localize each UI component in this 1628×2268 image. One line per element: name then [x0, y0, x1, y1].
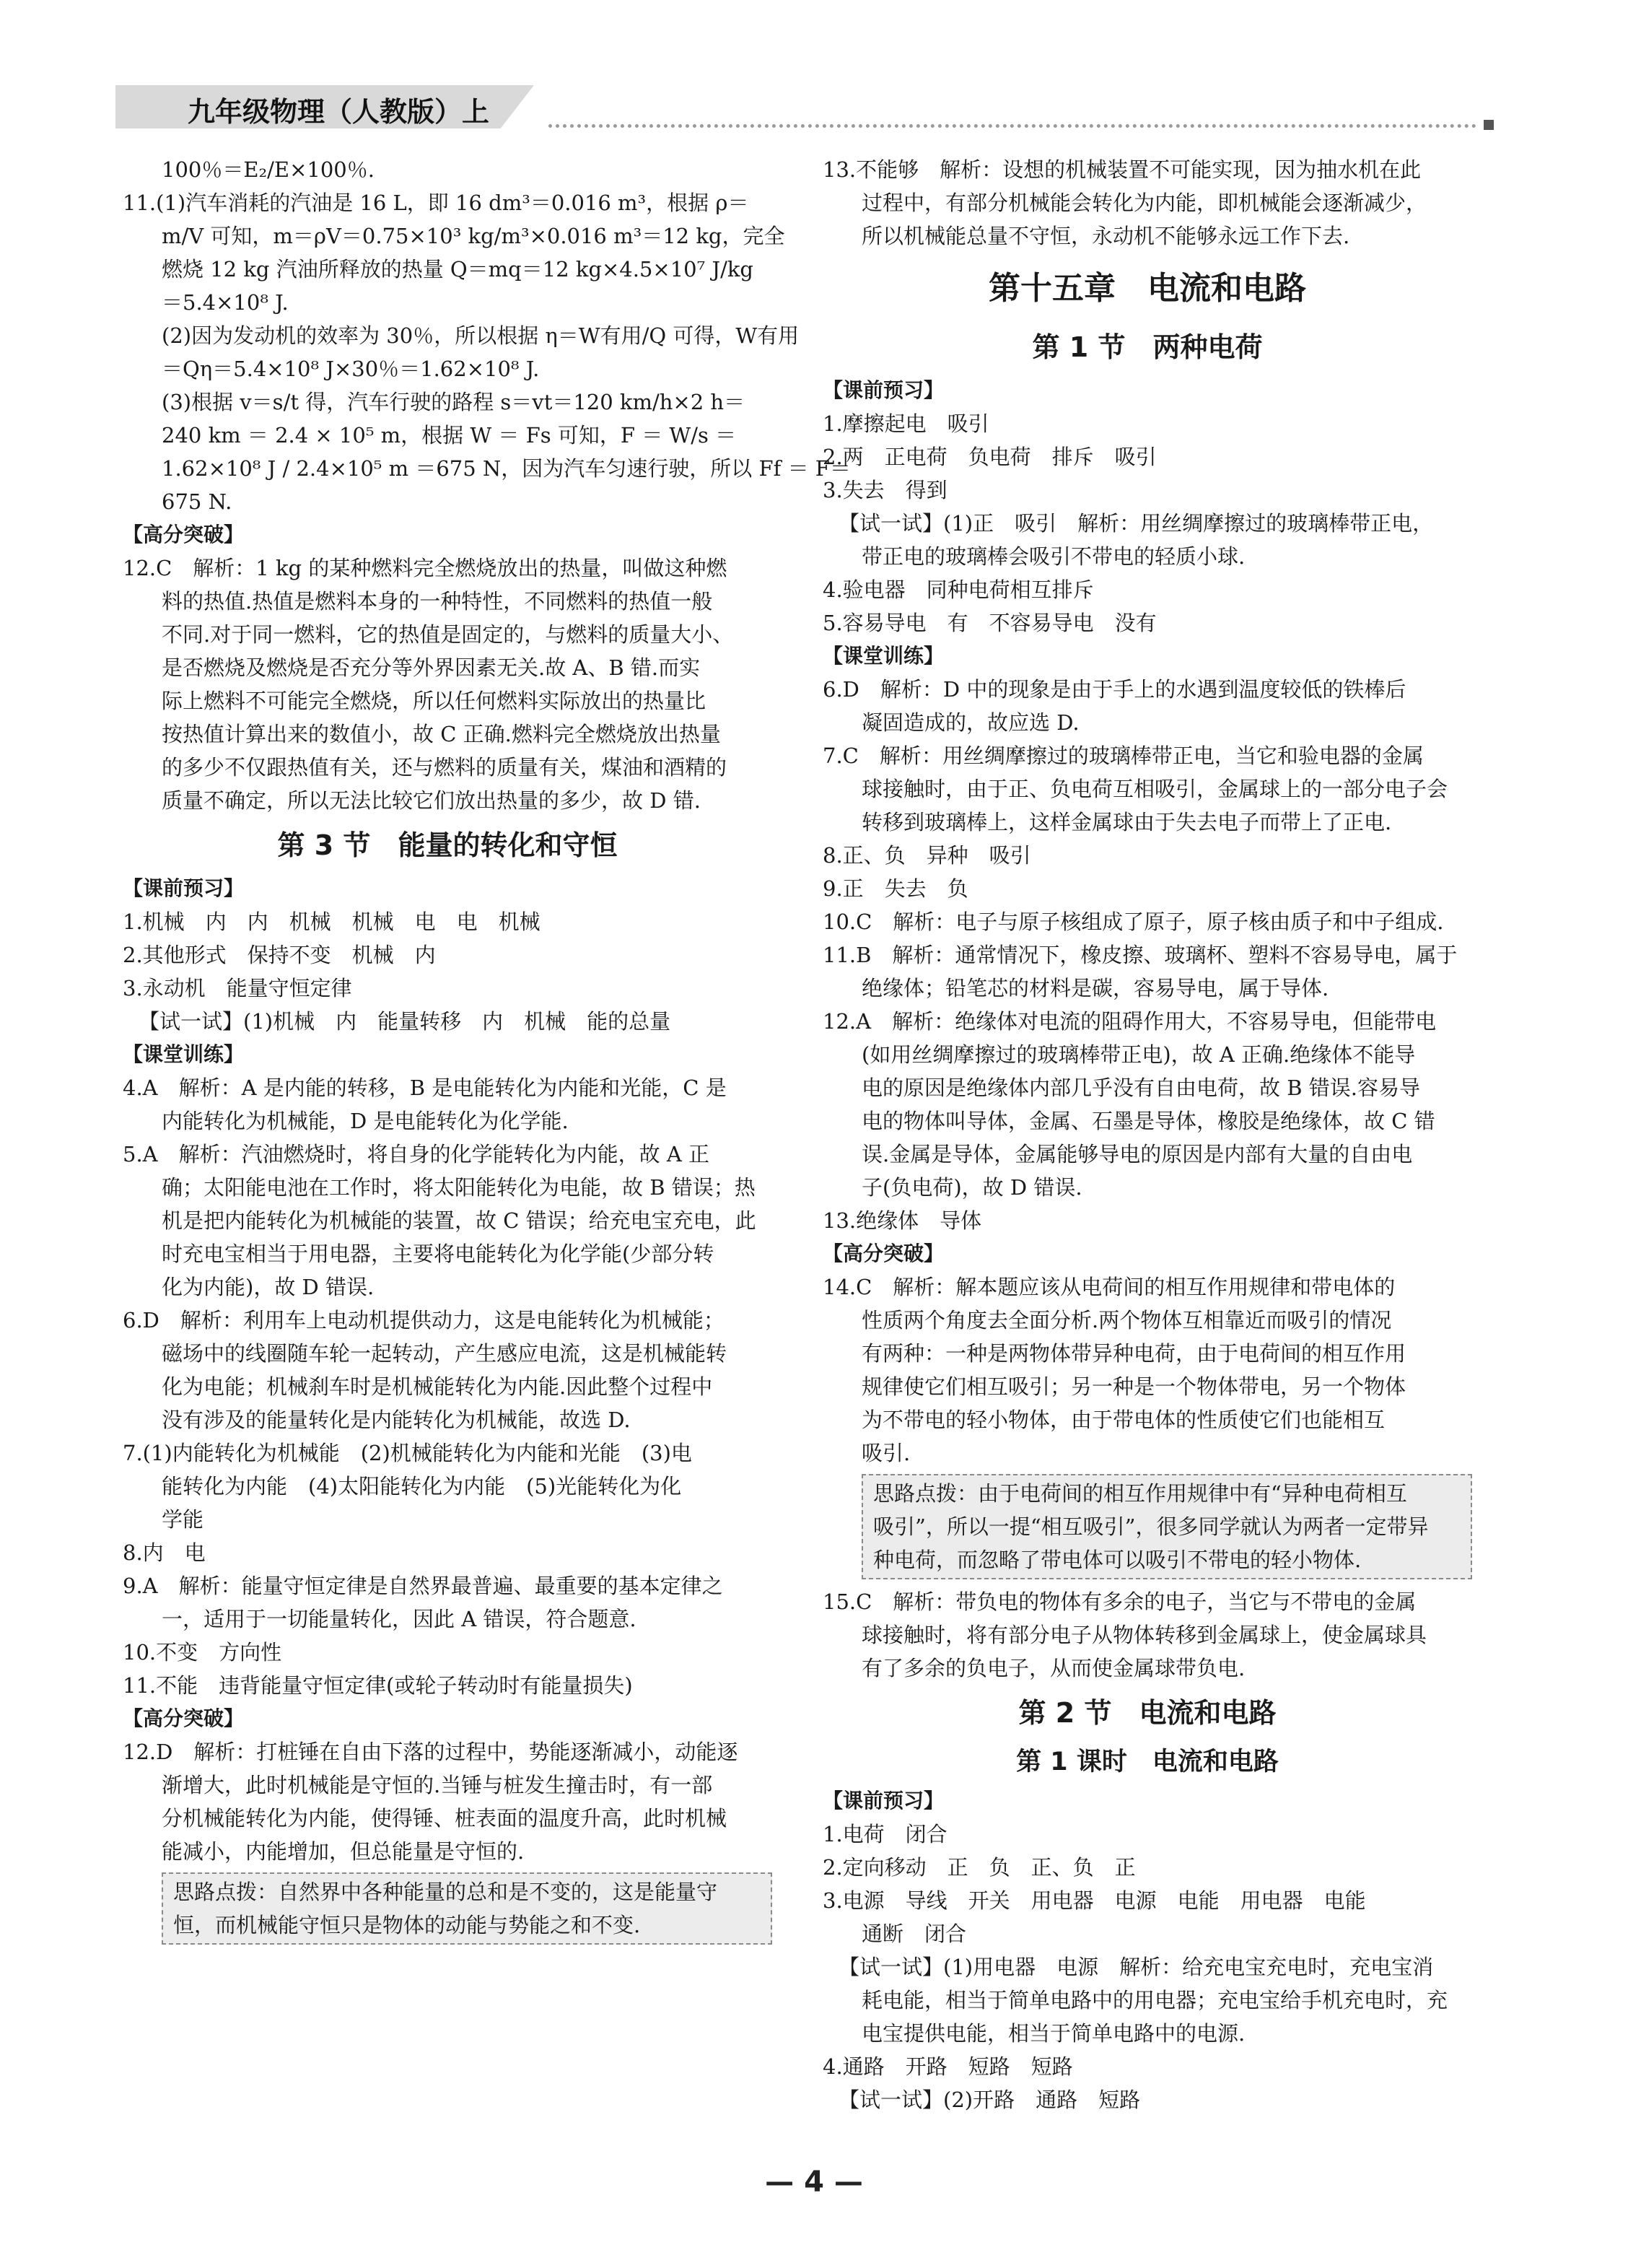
- answer-line: 6.D 解析：D 中的现象是由于手上的水遇到温度较低的铁棒后: [823, 677, 1406, 702]
- answer-line: 能减小，内能增加，但总能量是守恒的.: [162, 1839, 525, 1864]
- answer-line: 12.A 解析：绝缘体对电流的阻碍作用大，不容易导电，但能带电: [823, 1009, 1437, 1034]
- section-title: 第 1 节 两种电荷: [1032, 331, 1263, 363]
- answer-line: 凝固造成的，故应选 D.: [862, 710, 1080, 735]
- answer-line: 8.内 电: [123, 1540, 206, 1565]
- answer-line: 14.C 解析：解本题应该从电荷间的相互作用规律和带电体的: [823, 1275, 1396, 1299]
- answer-line: 时充电宝相当于用电器，主要将电能转化为化学能(少部分转: [162, 1242, 714, 1266]
- answer-line: m/V 可知，m＝ρV＝0.75×10³ kg/m³×0.016 m³＝12 kg，完全: [162, 224, 785, 248]
- answer-line: 的多少不仅跟热值有关，还与燃料的质量有关，煤油和酒精的: [162, 755, 727, 780]
- hint-line: 恒，而机械能守恒只是物体的动能与势能之和不变.: [173, 1913, 641, 1937]
- answer-line: 所以机械能总量不守恒，永动机不能够永远工作下去.: [862, 224, 1350, 248]
- answer-line: (3)根据 v＝s/t 得，汽车行驶的路程 s＝vt＝120 km/h×2 h＝: [162, 390, 745, 414]
- answer-line: 2.两 正电荷 负电荷 排斥 吸引: [823, 445, 1157, 469]
- answer-line: 12.D 解析：打桩锤在自由下落的过程中，势能逐渐减小，动能逐: [123, 1740, 738, 1764]
- answer-line: 料的热值.热值是燃料本身的一种特性，不同燃料的热值一般: [162, 589, 713, 614]
- answer-line: 一，适用于一切能量转化，因此 A 错误，符合题意.: [162, 1607, 636, 1631]
- answer-line: 电宝提供电能，相当于简单电路中的电源.: [862, 2021, 1246, 2046]
- answer-line: 675 N.: [162, 489, 232, 514]
- answer-line: 11.不能 违背能量守恒定律(或轮子转动时有能量损失): [123, 1673, 633, 1698]
- section-tag: 【课前预习】: [123, 876, 245, 900]
- answer-line: 1.摩擦起电 吸引: [823, 411, 989, 436]
- answer-line: 绝缘体；铅笔芯的材料是碳，容易导电，属于导体.: [862, 976, 1329, 1000]
- page-header: [115, 85, 1494, 128]
- answer-line: 4.通路 开路 短路 短路: [823, 2054, 1073, 2079]
- answer-line: 子(负电荷)，故 D 错误.: [862, 1175, 1082, 1200]
- answer-line: ＝5.4×10⁸ J.: [162, 290, 289, 315]
- lesson-title: 第 1 课时 电流和电路: [1016, 1748, 1279, 1776]
- answer-line: 化为内能)，故 D 错误.: [162, 1275, 375, 1299]
- answer-line: (如用丝绸摩擦过的玻璃棒带正电)，故 A 正确.绝缘体不能导: [862, 1042, 1416, 1067]
- answer-line: 吸引.: [862, 1441, 911, 1465]
- answer-line: 学能: [162, 1507, 204, 1532]
- hint-line: 思路点拨：自然界中各种能量的总和是不变的，这是能量守: [173, 1880, 718, 1904]
- answer-line: 7.(1)内能转化为机械能 (2)机械能转化为内能和光能 (3)电: [123, 1441, 692, 1465]
- answer-line: 内能转化为机械能，D 是电能转化为化学能.: [162, 1109, 569, 1133]
- header-dotted-rule: [548, 124, 1476, 128]
- section-title: 第 3 节 能量的转化和守恒: [277, 829, 618, 861]
- answer-line: 电的原因是绝缘体内部几乎没有自由电荷，故 B 错误.容易导: [862, 1076, 1420, 1100]
- try-it-line: 【试一试】(1)机械 内 能量转移 内 机械 能的总量: [139, 1009, 671, 1034]
- answer-line: 8.正、负 异种 吸引: [823, 843, 1031, 868]
- answer-line: 为不带电的轻小物体，由于带电体的性质使它们也能相互: [862, 1408, 1386, 1432]
- page-number: — 4 —: [765, 2165, 863, 2199]
- answer-line: 5.容易导电 有 不容易导电 没有: [823, 611, 1157, 635]
- answer-line: 不同.对于同一燃料，它的热值是固定的，与燃料的质量大小、: [162, 622, 734, 647]
- hint-line: 吸引”，所以一提“相互吸引”，很多同学就认为两者一定带异: [873, 1514, 1429, 1539]
- answer-line: 转移到玻璃棒上，这样金属球由于失去电子而带上了正电.: [862, 810, 1392, 834]
- answer-line: 1.机械 内 内 机械 机械 电 电 机械: [123, 910, 541, 934]
- answer-line: 化为电能；机械刹车时是机械能转化为内能.因此整个过程中: [162, 1374, 713, 1399]
- answer-line: 机是把内能转化为机械能的装置，故 C 错误；给充电宝充电，此: [162, 1208, 756, 1233]
- section-tag: 【课堂训练】: [123, 1042, 245, 1066]
- header-square-marker: [1484, 120, 1494, 130]
- answer-line: 11.(1)汽车消耗的汽油是 16 L，即 16 dm³＝0.016 m³，根据 ρ＝: [123, 191, 749, 215]
- hint-line: 思路点拨：由于电荷间的相互作用规律中有“异种电荷相互: [873, 1481, 1407, 1506]
- right-column: [823, 153, 1472, 2116]
- answer-line: 球接触时，由于正、负电荷互相吸引，金属球上的一部分电子会: [862, 777, 1448, 801]
- answer-line: 3.失去 得到: [823, 478, 948, 502]
- answer-line: 通断 闭合: [862, 1922, 967, 1946]
- answer-line: 分机械能转化为内能，使得锤、桩表面的温度升高，此时机械: [162, 1806, 727, 1831]
- answer-line: 4.验电器 同种电荷相互排斥: [823, 577, 1094, 602]
- section-tag: 【高分突破】: [123, 1706, 245, 1730]
- answer-line: 3.电源 导线 开关 用电器 电源 电能 用电器 电能: [823, 1888, 1366, 1913]
- answer-line: 10.不变 方向性: [123, 1640, 282, 1665]
- answer-line: 误.金属是导体，金属能够导电的原因是内部有大量的自由电: [862, 1142, 1413, 1166]
- answer-line: 过程中，有部分机械能会转化为内能，即机械能会逐渐减少，: [862, 191, 1427, 215]
- answer-line: 5.A 解析：汽油燃烧时，将自身的化学能转化为内能，故 A 正: [123, 1142, 709, 1166]
- answer-line: 13.不能够 解析：设想的机械装置不可能实现，因为抽水机在此: [823, 157, 1422, 182]
- answer-line: 是否燃烧及燃烧是否充分等外界因素无关.故 A、B 错.而实: [162, 655, 701, 680]
- answer-line: 7.C 解析：用丝绸摩擦过的玻璃棒带正电，当它和验电器的金属: [823, 743, 1424, 768]
- hint-line: 种电荷，而忽略了带电体可以吸引不带电的轻小物体.: [873, 1548, 1362, 1572]
- chapter-title: 第十五章 电流和电路: [989, 270, 1306, 307]
- answer-line: 耗电能，相当于简单电路中的用电器；充电宝给手机充电时，充: [862, 1988, 1448, 2012]
- try-it-line: 【试一试】(2)开路 通路 短路: [839, 2088, 1141, 2112]
- answer-line: 渐增大，此时机械能是守恒的.当锤与桩发生撞击时，有一部: [162, 1773, 713, 1797]
- answer-line: 确；太阳能电池在工作时，将太阳能转化为电能，故 B 错误；热: [162, 1175, 756, 1200]
- answer-line: 4.A 解析：A 是内能的转移，B 是电能转化为内能和光能，C 是: [123, 1076, 727, 1100]
- answer-line: 12.C 解析：1 kg 的某种燃料完全燃烧放出的热量，叫做这种燃: [123, 556, 727, 580]
- answer-line: 10.C 解析：电子与原子核组成了原子，原子核由质子和中子组成.: [823, 910, 1444, 934]
- left-column: [123, 153, 851, 1950]
- answer-line: 有两种：一种是两物体带异种电荷，由于电荷间的相互作用: [862, 1341, 1406, 1366]
- hint-box: [162, 1872, 772, 1945]
- answer-line: 没有涉及的能量转化是内能转化为机械能，故选 D.: [162, 1408, 631, 1432]
- answer-line: 按热值计算出来的数值小，故 C 正确.燃料完全燃烧放出热量: [162, 722, 721, 746]
- answer-line: ＝Qη＝5.4×10⁸ J×30％＝1.62×10⁸ J.: [162, 357, 540, 381]
- section-tag: 【高分突破】: [123, 523, 245, 546]
- answer-line: 6.D 解析：利用车上电动机提供动力，这是电能转化为机械能；: [123, 1308, 725, 1333]
- answer-line: 15.C 解析：带负电的物体有多余的电子，当它与不带电的金属: [823, 1589, 1417, 1614]
- try-it-line: 【试一试】(1)用电器 电源 解析：给充电宝充电时，充电宝消: [839, 1955, 1434, 1979]
- answer-line: 9.A 解析：能量守恒定律是自然界最普遍、最重要的基本定律之: [123, 1574, 723, 1598]
- answer-line: 有了多余的负电子，从而使金属球带负电.: [862, 1656, 1246, 1680]
- try-it-line: 【试一试】(1)正 吸引 解析：用丝绸摩擦过的玻璃棒带正电，: [839, 511, 1434, 536]
- section-tag: 【课前预习】: [823, 378, 945, 402]
- answer-line: 性质两个角度去全面分析.两个物体互相靠近而吸引的情况: [862, 1308, 1392, 1333]
- answer-line: 磁场中的线圈随车轮一起转动，产生感应电流，这是机械能转: [162, 1341, 727, 1366]
- answer-line: 240 km ＝ 2.4 × 10⁵ m，根据 W ＝ Fs 可知，F ＝ W/s ＝: [162, 423, 737, 448]
- answer-line: 3.永动机 能量守恒定律: [123, 976, 352, 1000]
- answer-line: 13.绝缘体 导体: [823, 1208, 982, 1233]
- answer-line: 质量不确定，所以无法比较它们放出热量的多少，故 D 错.: [162, 788, 701, 813]
- section-tag: 【课堂训练】: [823, 644, 945, 668]
- header-title: 九年级物理（人教版）上: [188, 96, 490, 128]
- answer-line: 燃烧 12 kg 汽油所释放的热量 Q＝mq＝12 kg×4.5×10⁷ J/kg: [162, 257, 754, 282]
- answer-line: 2.定向移动 正 负 正、负 正: [823, 1855, 1136, 1880]
- answer-line: 11.B 解析：通常情况下，橡皮擦、玻璃杯、塑料不容易导电，属于: [823, 943, 1458, 967]
- answer-line: 能转化为内能 (4)太阳能转化为内能 (5)光能转化为化: [162, 1474, 682, 1499]
- section-tag: 【高分突破】: [823, 1242, 945, 1265]
- answer-line: 规律使它们相互吸引；另一种是一个物体带电，另一个物体: [862, 1374, 1406, 1399]
- answer-line: (2)因为发动机的效率为 30％，所以根据 η＝W有用/Q 可得，W有用: [162, 323, 800, 348]
- answer-line: 际上燃料不可能完全燃烧，所以任何燃料实际放出的热量比: [162, 689, 706, 713]
- answer-line: 100％＝E₂/E×100％.: [162, 157, 375, 182]
- section-title: 第 2 节 电流和电路: [1018, 1697, 1277, 1729]
- answer-line: 2.其他形式 保持不变 机械 内: [123, 943, 436, 967]
- answer-line: 球接触时，将有部分电子从物体转移到金属球上，使金属球具: [862, 1623, 1427, 1647]
- hint-box: [862, 1474, 1472, 1579]
- answer-line: 电的物体叫导体，金属、石墨是导体，橡胶是绝缘体，故 C 错: [862, 1109, 1435, 1133]
- answer-line: 1.电荷 闭合: [823, 1822, 948, 1846]
- section-tag: 【课前预习】: [823, 1789, 945, 1813]
- answer-line: 带正电的玻璃棒会吸引不带电的轻质小球.: [862, 544, 1246, 569]
- answer-line: 9.正 失去 负: [823, 876, 968, 901]
- answer-line: 1.62×10⁸ J / 2.4×10⁵ m ＝675 N，因为汽车匀速行驶，所以 Ff ＝ F＝: [162, 456, 851, 481]
